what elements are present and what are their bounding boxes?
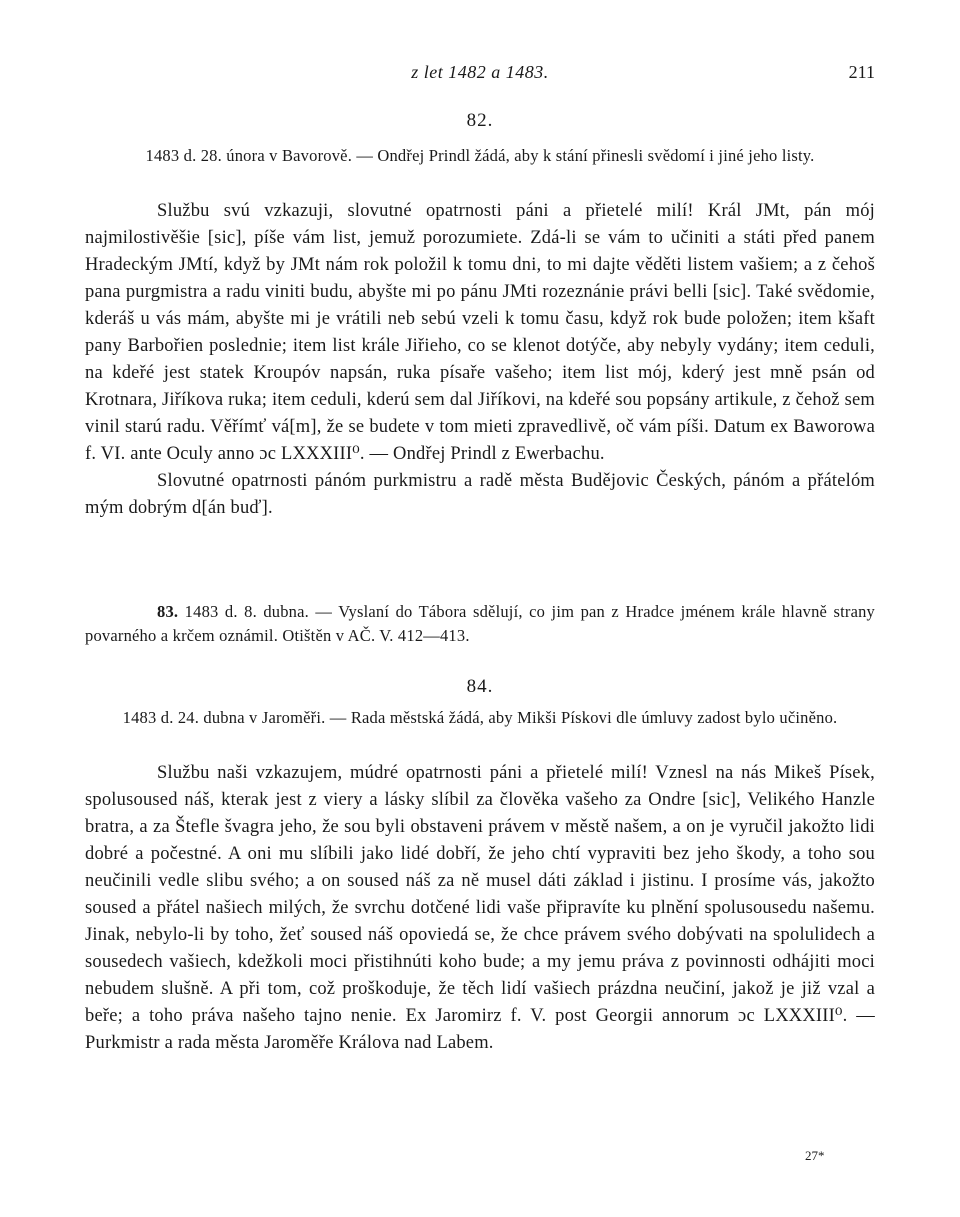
document-number-82: 82.: [466, 110, 494, 131]
document-body-82: [85, 198, 875, 522]
document-entry-83: [85, 600, 875, 648]
document-number-83: 83.: [157, 602, 179, 621]
paragraph: Službu svú vzkazuji, slovutné opatrnosti páni a přietelé milí! Král JMt, pán mój najmilostivěšie [sic], píše vám list, jemuž porozumiete. Zdá-li se vám to učiniti a státi před panem Hradeckým JMtí, když by JMt nám rok položil k tomu dni, to mi dajte věděti listem vašiem; a z čehoš pana purgmistra a radu viniti budu, abyšte mi po pánu JMti rozeznánie právi belli [sic]. Také svědomie, kderáš u vás mám, abyšte mi je vrátili neb sebú vzeli k tomu času, když rok bude položen; item kšaft pany Barbořien poslednie; item list krále Jiřieho, co se klenot dotýče, aby nebyly vydány; item ceduli, na kdeřé jest statek Kroupóv napsán, ruka písaře vašeho; item list mój, kderý jest mně psán od Krotnara, Jiříkova ruka; item ceduli, kderú sem dal Jiříkovi, na kdeřé sou popsány artikule, z čehož sem vinil starú radu. Věřímť vá[m], že se budete v tom mieti zpravedlivě, oč vám píši. Datum ex Baworowa f. VI. ante Oculy anno ɔc LXXXIII⁰. — Ondřej Prindl z Ewerbachu.: [85, 201, 875, 464]
document-heading-84: 1483 d. 24. dubna v Jaroměři. — Rada městská žádá, aby Mikši Pískovi dle úmluvy zadost bylo učiněno.: [122, 708, 838, 727]
document-summary-83: 1483 d. 8. dubna. — Vyslaní do Tábora sdělují, co jim pan z Hradce jménem krále hlavně strany povarného a krčem oznámil. Otištěn v AČ. V. 412—413.: [85, 602, 875, 645]
paragraph: Slovutné opatrnosti pánóm purkmistru a radě města Budějovic Českých, pánóm a přátelóm mým dobrým d[án buď].: [85, 471, 875, 518]
signature-mark: 27*: [805, 1148, 825, 1163]
paragraph: Službu naši vzkazujem, múdré opatrnosti páni a přietelé milí! Vznesl na nás Mikeš Písek, spolusoused náš, kterak jest z viery a lásky slíbil za člověka vašeho za Ondre [sic], Velikého Hanzle bratra, a za Štefle švagra jeho, že sou byli obstaveni právem v městě našem, a on je vyručil jakožto lidi dobré a počestné. A oni mu slíbili jako lidé dobří, že jeho chtí vypraviti bez jeho škody, a toho sou neučinili vedle slibu svého; a on soused náš za ně musel dáti základ i jistinu. I prosíme vás, jakožto soused a přátel našiech milých, že svrchu dotčené lidi vaše připravíte ku plnění spolusousedu našemu. Jinak, nebylo-li by toho, žeť soused náš opoviedá se, že chce právem svého dobývati na spolulidech a sousedech vašiech, kdežkoli moci přistihnúti koho bude; a my jemu práva z povinnosti odhájiti moci nebudem slušně. A při tom, což proškoduje, že těch lidí vašiech prázdna neučiní, jakož je již vzal a beře; a toho práva našeho tajno nenie. Ex Jaromirz f. V. post Georgii annorum ɔc LXXXIII⁰. — Purkmistr a rada města Jaroměře Králova nad Labem.: [85, 763, 875, 1053]
running-title: z let 1482 a 1483.: [411, 62, 549, 82]
document-heading-82: 1483 d. 28. února v Bavorově. — Ondřej Prindl žádá, aby k stání přinesli svědomí i jiné jeho listy.: [145, 146, 815, 165]
running-head: [85, 62, 875, 86]
document-number-84: 84.: [466, 676, 494, 697]
page-number: 211: [848, 62, 875, 82]
document-body-84: [85, 760, 875, 1057]
